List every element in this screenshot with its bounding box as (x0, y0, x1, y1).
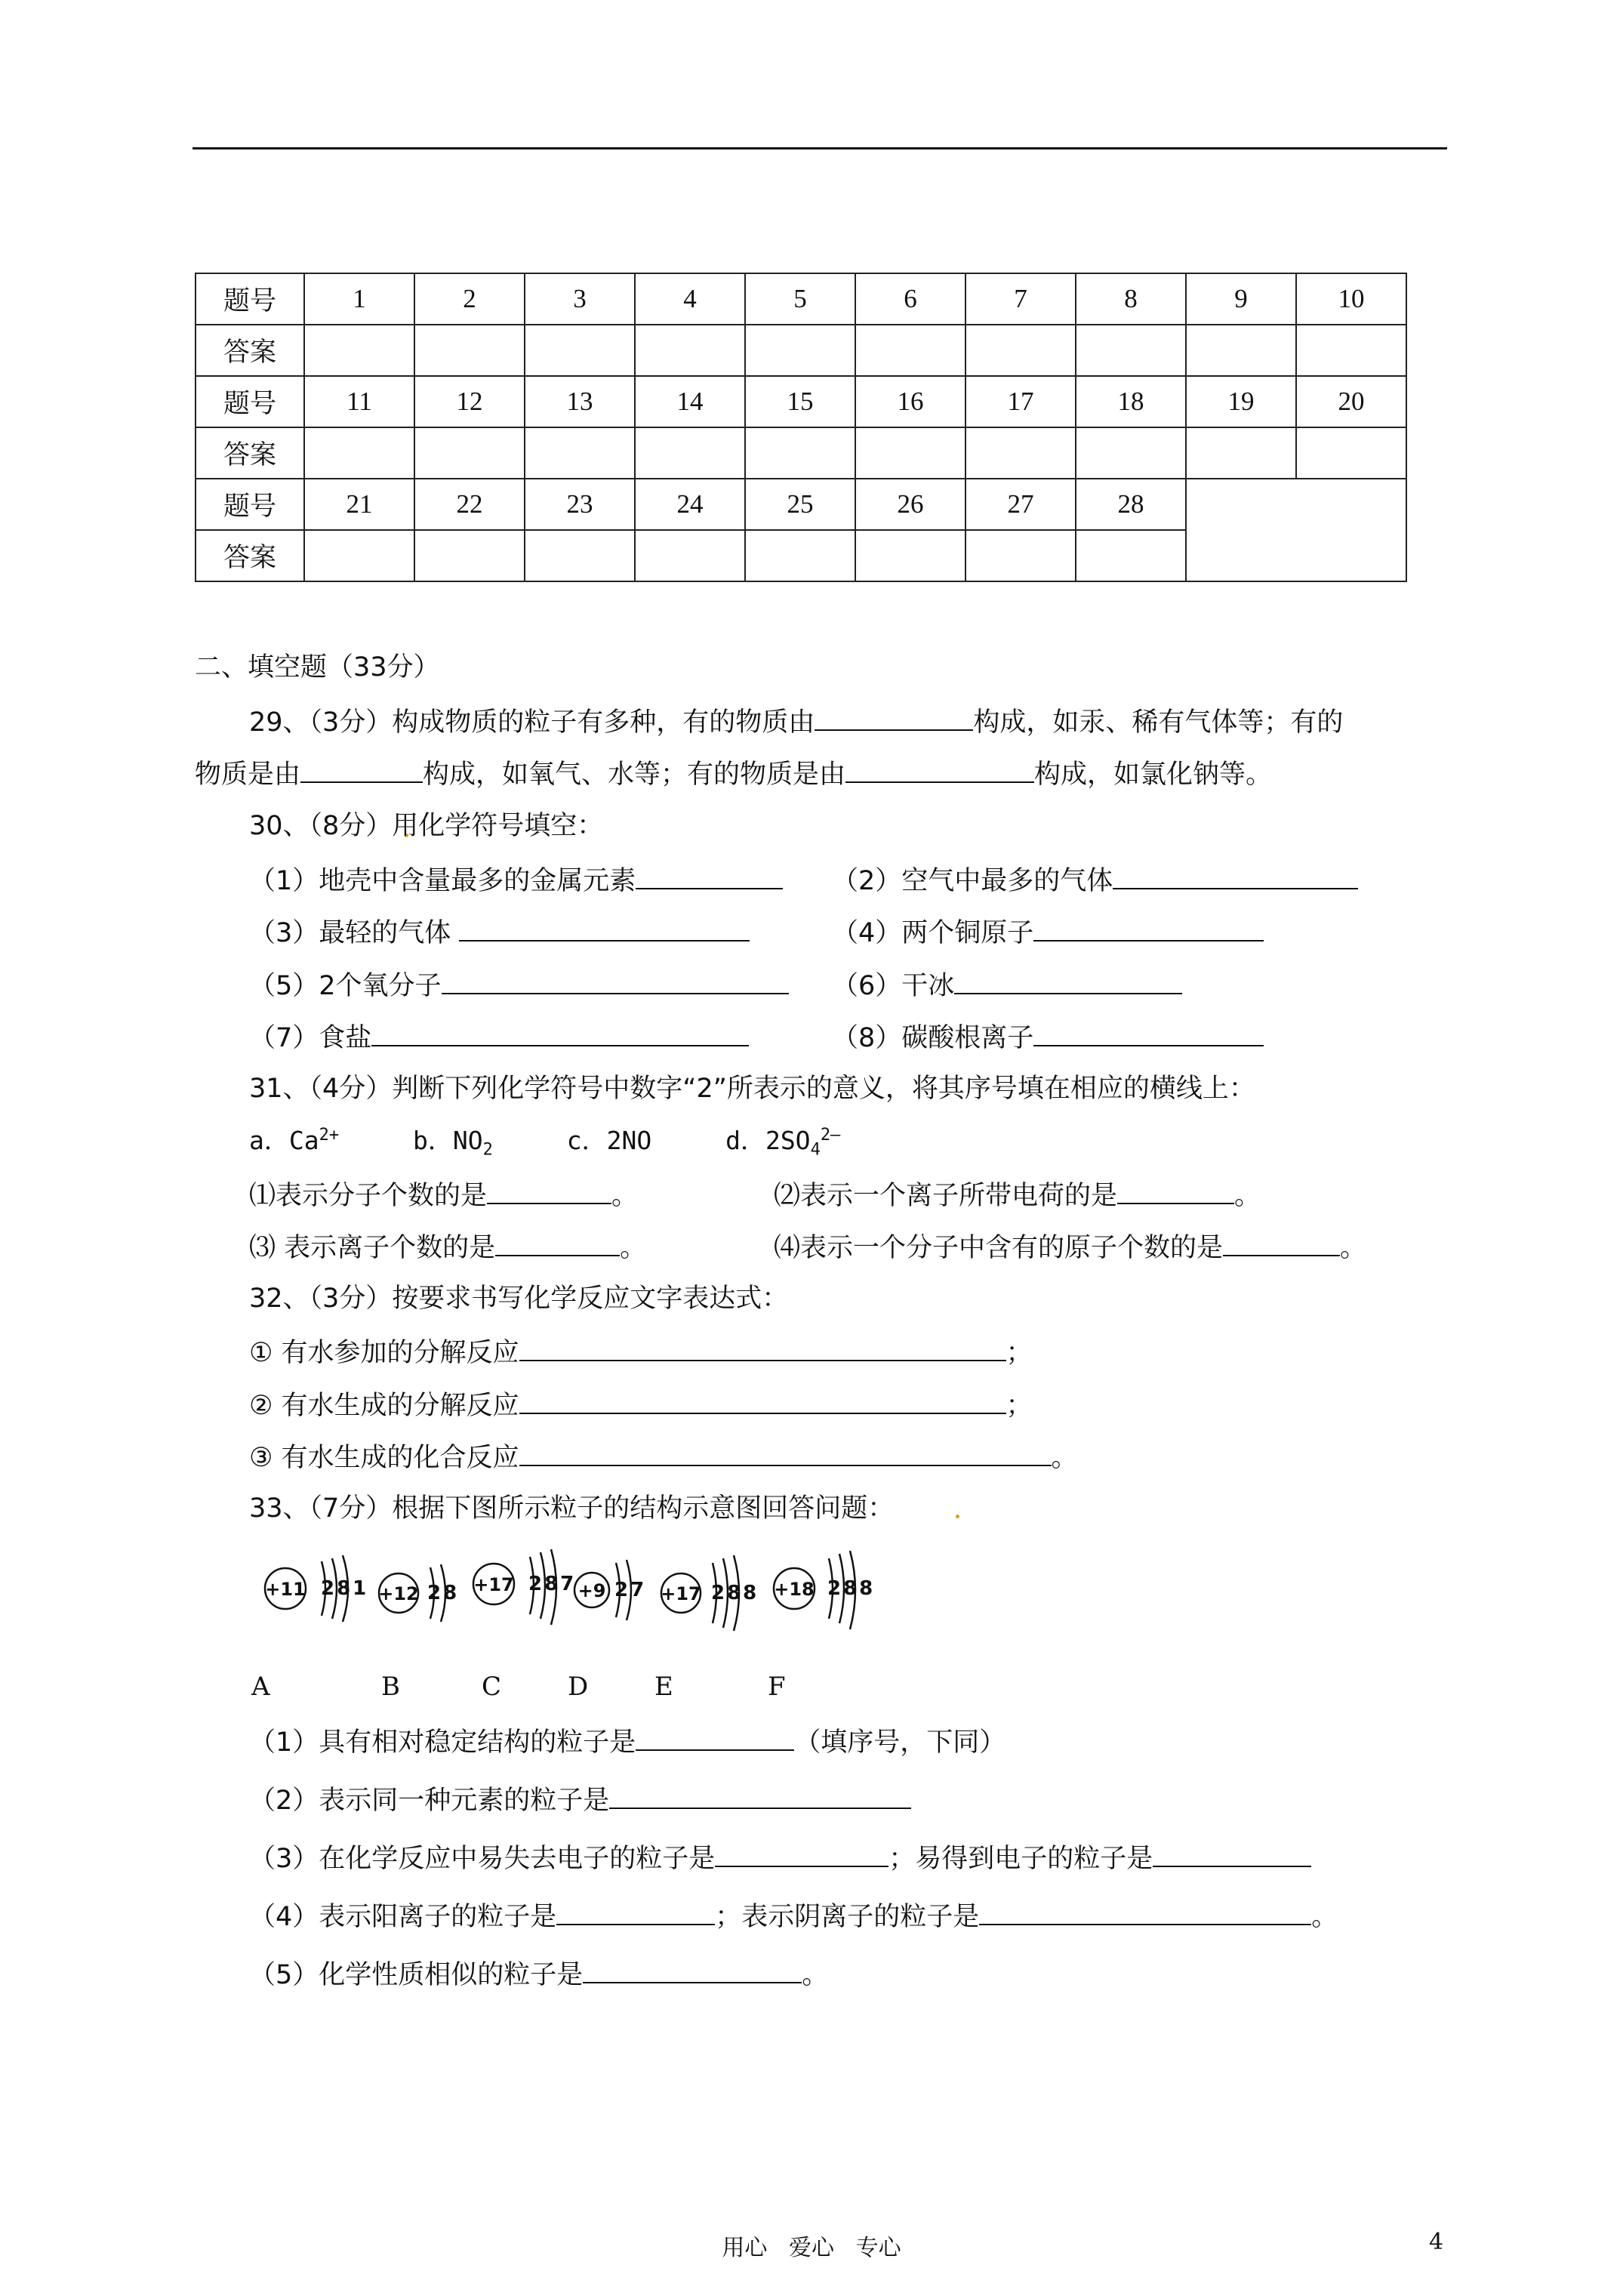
q33-label: ；表示阴离子的粒子是 (715, 1902, 980, 1932)
q31-end-mark: 。 (1234, 1181, 1261, 1211)
answer-cell[interactable] (414, 427, 525, 479)
q33-item-4 (249, 1898, 1338, 1934)
answer-cell[interactable] (304, 427, 414, 479)
answer-cell[interactable] (304, 325, 414, 376)
q32-label: ③ 有水生成的化合反应 (249, 1443, 519, 1473)
q31-blank[interactable] (487, 1177, 611, 1204)
q33-blank[interactable] (1153, 1840, 1311, 1867)
q31-blank[interactable] (1117, 1177, 1234, 1204)
q30-blank[interactable] (636, 862, 783, 889)
q31-label: ⑶ 表示离子个数的是 (249, 1233, 496, 1263)
q31-label: ⑵表示一个离子所带电荷的是 (774, 1181, 1118, 1211)
q32-blank[interactable] (519, 1439, 1052, 1466)
q33-item-5 (249, 1956, 828, 1992)
option-a-text: a．Ca (249, 1126, 319, 1155)
q32-label: ② 有水生成的分解反应 (249, 1391, 519, 1421)
answer-cell[interactable] (745, 325, 855, 376)
page-number: 4 (1429, 2229, 1444, 2255)
q29-text: 物质是由 (195, 760, 301, 790)
question-number: 27 (965, 479, 1076, 530)
nucleus-d: +9 (577, 1580, 606, 1601)
q33-item-1 (249, 1724, 1006, 1759)
q30-blank[interactable] (1033, 1019, 1264, 1046)
answer-cell[interactable] (1076, 530, 1186, 581)
q31-item-3 (249, 1229, 646, 1265)
q32-item-3 (249, 1439, 1078, 1475)
question-number: 17 (965, 376, 1076, 427)
q33-label: （3）在化学反应中易失去电子的粒子是 (249, 1844, 716, 1874)
question-number: 12 (414, 376, 525, 427)
label-b: B (381, 1672, 400, 1702)
answer-cell[interactable] (525, 325, 635, 376)
q30-item-4 (832, 914, 1264, 950)
q33-blank[interactable] (979, 1898, 1311, 1925)
question-number: 19 (1186, 376, 1296, 427)
row-label-number: 题号 (196, 479, 304, 530)
answer-cell[interactable] (745, 530, 855, 581)
q31-end-mark: 。 (1340, 1233, 1367, 1263)
question-number: 7 (965, 273, 1076, 325)
q29-text: 29、（3分）构成物质的粒子有多种，有的物质由 (249, 707, 815, 738)
q31-blank[interactable] (1223, 1229, 1340, 1256)
question-number: 14 (635, 376, 745, 427)
q32-item-1 (249, 1334, 1033, 1370)
q32-item-2 (249, 1387, 1033, 1422)
q30-item-2 (832, 862, 1358, 898)
label-d: D (568, 1672, 589, 1702)
table-row (196, 479, 1406, 530)
option-c: c．2NO (566, 1126, 652, 1155)
q33-label: （填序号，下同） (794, 1727, 1006, 1758)
answer-cell[interactable] (855, 530, 965, 581)
q33-label: 。 (802, 1960, 829, 1990)
row-label-number: 题号 (196, 376, 304, 427)
answer-cell[interactable] (1296, 325, 1406, 376)
answer-cell[interactable] (1296, 427, 1406, 479)
question-number: 18 (1076, 376, 1186, 427)
q30-item-5 (249, 967, 789, 1003)
answer-cell[interactable] (525, 530, 635, 581)
label-c: C (482, 1672, 502, 1702)
question-number: 1 (304, 273, 414, 325)
answer-cell[interactable] (965, 427, 1076, 479)
question-number: 23 (525, 479, 635, 530)
question-number: 25 (745, 479, 855, 530)
question-number: 9 (1186, 273, 1296, 325)
q33-blank[interactable] (636, 1724, 794, 1751)
q31-item-1 (249, 1177, 638, 1213)
stray-dot (956, 1515, 959, 1518)
superscript: 2+ (319, 1126, 340, 1145)
q31-item-4 (774, 1229, 1366, 1265)
particle-structure-diagrams (249, 1540, 898, 1653)
question-number: 11 (304, 376, 414, 427)
question-number: 13 (525, 376, 635, 427)
header-rule (192, 147, 1447, 149)
question-number: 5 (745, 273, 855, 325)
q30-blank[interactable] (1033, 914, 1264, 942)
q31-item-2 (774, 1177, 1261, 1213)
question-number: 4 (635, 273, 745, 325)
q33-blank[interactable] (556, 1898, 715, 1925)
question-number: 26 (855, 479, 965, 530)
q30-blank[interactable] (1113, 862, 1358, 889)
q32-end-mark: ； (1006, 1391, 1033, 1421)
table-row (196, 273, 1406, 325)
label-f: F (768, 1672, 786, 1702)
q32-blank[interactable] (519, 1334, 1006, 1361)
q33-label: （1）具有相对稳定结构的粒子是 (249, 1727, 636, 1758)
q29-line-2 (195, 756, 1272, 791)
option-a (249, 1126, 339, 1155)
q33-item-2 (249, 1782, 911, 1817)
empty-merged-cell (1186, 479, 1406, 581)
q30-item-7 (249, 1019, 749, 1055)
option-d (725, 1126, 841, 1160)
q30-label: （1）地壳中含量最多的金属元素 (249, 866, 636, 896)
answer-cell[interactable] (745, 427, 855, 479)
shells-f: 288 (827, 1577, 876, 1600)
q29-text: 构成，如氧气、水等；有的物质是由 (423, 760, 846, 790)
q30-blank[interactable] (442, 967, 789, 994)
answer-cell[interactable] (414, 530, 525, 581)
q31-options (249, 1124, 841, 1160)
q33-blank[interactable] (583, 1956, 802, 1983)
q30-item-1 (249, 862, 783, 898)
footer-motto: 用心 爱心 专心 (722, 2235, 901, 2261)
shells-a: 281 (321, 1577, 369, 1600)
row-label-answer: 答案 (196, 530, 304, 581)
subscript: 4 (810, 1140, 821, 1160)
q30-label: （7）食盐 (249, 1023, 372, 1053)
q30-label: （2）空气中最多的气体 (832, 866, 1113, 896)
q32-end-mark: ； (1006, 1338, 1033, 1368)
q32-title: 32、（3分）按要求书写化学反应文字表达式： (249, 1284, 789, 1314)
table-row (196, 325, 1406, 376)
q30-label: （5）2个氧分子 (249, 971, 442, 1001)
row-label-answer: 答案 (196, 325, 304, 376)
question-number: 6 (855, 273, 965, 325)
answer-cell[interactable] (965, 530, 1076, 581)
answer-cell[interactable] (525, 427, 635, 479)
question-number: 28 (1076, 479, 1186, 530)
q33-item-3 (249, 1840, 1311, 1875)
q30-item-8 (832, 1019, 1264, 1055)
q29-blank-1[interactable] (815, 704, 973, 731)
q31-blank[interactable] (495, 1229, 620, 1256)
superscript: 2— (820, 1126, 841, 1145)
q32-label: ① 有水参加的分解反应 (249, 1338, 519, 1368)
answer-cell[interactable] (304, 530, 414, 581)
q32-blank[interactable] (519, 1387, 1006, 1414)
subscript: 2 (482, 1140, 493, 1160)
answer-cell[interactable] (635, 427, 745, 479)
question-number: 20 (1296, 376, 1406, 427)
q33-label: 。 (1311, 1902, 1338, 1932)
q30-blank[interactable] (371, 1019, 749, 1046)
option-b (412, 1126, 493, 1160)
table-row (196, 427, 1406, 479)
section-title: 二、填空题（33分） (195, 652, 440, 683)
question-number: 15 (745, 376, 855, 427)
row-label-answer: 答案 (196, 427, 304, 479)
answer-cell[interactable] (635, 530, 745, 581)
q30-label: （3）最轻的气体 (249, 918, 460, 948)
shells-b: 28 (427, 1582, 460, 1604)
q30-item-3 (249, 914, 750, 950)
answer-cell[interactable] (1076, 325, 1186, 376)
q30-blank[interactable] (954, 967, 1182, 994)
question-number: 10 (1296, 273, 1406, 325)
table-row (196, 376, 1406, 427)
q29-line-1 (249, 704, 1343, 739)
nucleus-f: +18 (774, 1579, 815, 1600)
nucleus-c: +17 (473, 1574, 514, 1595)
answer-cell[interactable] (965, 325, 1076, 376)
q31-end-mark: 。 (611, 1181, 639, 1211)
answer-cell[interactable] (414, 325, 525, 376)
q33-label: （4）表示阳离子的粒子是 (249, 1902, 557, 1932)
question-number: 2 (414, 273, 525, 325)
q33-label: （5）化学性质相似的粒子是 (249, 1960, 584, 1990)
q30-label: （8）碳酸根离子 (832, 1023, 1034, 1053)
q29-text: 构成，如氯化钠等。 (1034, 760, 1273, 790)
nucleus-e: +17 (661, 1583, 701, 1604)
question-number: 8 (1076, 273, 1186, 325)
q33-blank[interactable] (715, 1840, 888, 1867)
q30-blank[interactable] (459, 914, 750, 942)
q31-title: 31、（4分）判断下列化学符号中数字“2”所表示的意义，将其序号填在相应的横线上： (249, 1074, 1255, 1104)
q33-title: 33、（7分）根据下图所示粒子的结构示意图回答问题： (249, 1493, 895, 1524)
q33-label: （2）表示同一种元素的粒子是 (249, 1786, 610, 1816)
question-number: 16 (855, 376, 965, 427)
question-number: 22 (414, 479, 525, 530)
row-label-number: 题号 (196, 273, 304, 325)
nucleus-a: +11 (265, 1579, 306, 1600)
shells-c: 287 (528, 1573, 577, 1595)
answer-cell[interactable] (1186, 325, 1296, 376)
option-d-text: d．2SO (725, 1126, 811, 1155)
answer-cell[interactable] (855, 427, 965, 479)
q33-blank[interactable] (609, 1782, 911, 1809)
shells-d: 27 (614, 1579, 647, 1601)
q29-blank-3[interactable] (845, 756, 1034, 783)
label-a: A (251, 1672, 270, 1702)
question-number: 21 (304, 479, 414, 530)
option-b-text: b．NO (412, 1126, 483, 1155)
q30-label: （6）干冰 (832, 971, 955, 1001)
question-number: 24 (635, 479, 745, 530)
q31-label: ⑴表示分子个数的是 (249, 1181, 488, 1211)
q33-label: ；易得到电子的粒子是 (888, 1844, 1153, 1874)
q29-blank-2[interactable] (300, 756, 423, 783)
answer-cell[interactable] (1186, 427, 1296, 479)
q30-title: 30、（8分）用化学符号填空： (249, 811, 604, 841)
answer-cell[interactable] (1076, 427, 1186, 479)
q30-label: （4）两个铜原子 (832, 918, 1034, 948)
q31-label: ⑷表示一个分子中含有的原子个数的是 (774, 1233, 1224, 1263)
answer-cell[interactable] (855, 325, 965, 376)
q31-end-mark: 。 (620, 1233, 647, 1263)
q30-item-6 (832, 967, 1182, 1003)
label-e: E (654, 1672, 673, 1702)
answer-table (195, 273, 1407, 582)
q29-text: 构成，如汞、稀有气体等；有的 (973, 707, 1344, 738)
nucleus-b: +12 (378, 1583, 419, 1604)
answer-cell[interactable] (635, 325, 745, 376)
shells-e: 288 (711, 1582, 759, 1604)
question-number: 3 (525, 273, 635, 325)
q32-end-mark: 。 (1051, 1443, 1078, 1473)
